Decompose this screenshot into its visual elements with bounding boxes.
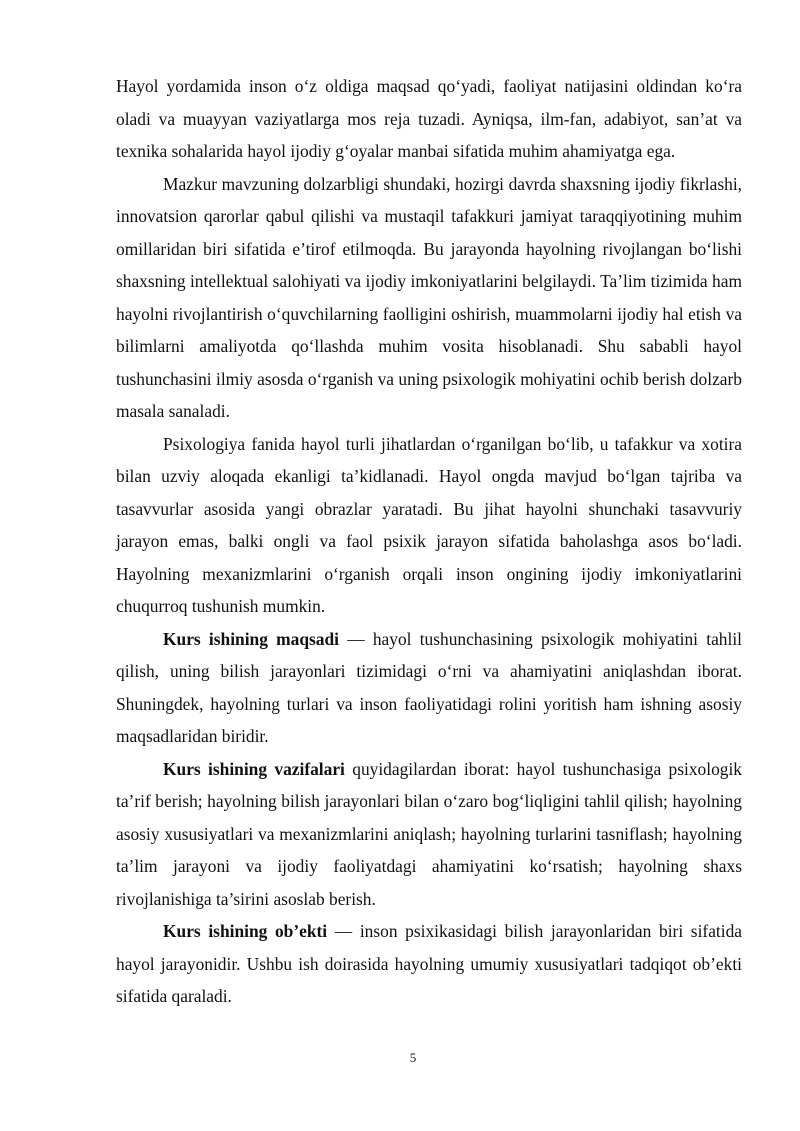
document-page	[116, 70, 742, 1013]
paragraph-psychology	[116, 428, 742, 623]
paragraph-text: Psixologiya fanida hayol turli jihatlardan o‘rganilgan bo‘lib, u tafakkur va xotira bilan uzviy aloqada ekanligi ta’kidlanadi. Hayol ongda mavjud bo‘lgan tajriba va tasavvurlar asosida yangi obrazlar yaratadi. Bu jihat hayolni shunchaki tasavvuriy jarayon emas, balki ongli va faol psixik jarayon sifatida baholashga asos bo‘ladi. Hayolning mexanizmlarini o‘rganish orqali inson ongining ijodiy imkoniyatlarini chuqurroq tushunish mumkin.	[116, 433, 742, 616]
object-heading: Kurs ishining ob’ekti	[163, 921, 328, 941]
paragraph-text: — inson psixikasidagi bilish jarayonlaridan biri sifatida hayol jarayonidir. Ushbu ish doirasida hayolning umumiy xususiyatlari tadqiqot ob’ekti sifatida qaraladi.	[116, 921, 742, 1006]
paragraph-text: Hayol yordamida inson o‘z oldiga maqsad qo‘yadi, faoliyat natijasini oldindan ko‘ra oladi va muayyan vaziyatlarga mos reja tuzadi. Ayniqsa, ilm-fan, adabiyot, san’at va texnika sohalarida hayol ijodiy g‘oyalar manbai sifatida muhim ahamiyatga ega.	[116, 76, 742, 161]
goal-heading: Kurs ishining maqsadi	[163, 628, 339, 649]
paragraph-goal	[116, 623, 742, 753]
paragraph-tasks	[116, 753, 742, 916]
paragraph-text: — hayol tushunchasining psixologik mohiyatini tahlil qilish, uning bilish jarayonlari tizimidagi o‘rni va ahamiyatini aniqlashdan iborat. Shuningdek, hayolning turlari va inson faoliyatidagi rolini yoritish ham ishning asosiy maqsadlaridan biridir.	[116, 628, 742, 746]
paragraph-text: Mazkur mavzuning dolzarbligi shundaki, hozirgi davrda shaxsning ijodiy fikrlashi, innovatsion qarorlar qabul qilishi va mustaqil tafakkuri jamiyat taraqqiyotining muhim omillaridan biri sifatida e’tirof etilmoqda. Bu jarayonda hayolning rivojlangan bo‘lishi shaxsning intellektual salohiyati va ijodiy imkoniyatlarini belgilaydi. Ta’lim tizimida ham hayolni rivojlantirish o‘quvchilarning faolligini oshirish, muammolarni ijodiy hal etish va bilimlarni amaliyotda qo‘llashda muhim vosita hisoblanadi. Shu sababli hayol tushunchasini ilmiy asosda o‘rganish va uning psixologik mohiyatini ochib berish dolzarb masala sanaladi.	[116, 173, 742, 421]
tasks-heading: Kurs ishining vazifalari	[163, 758, 345, 779]
paragraph-relevance	[116, 168, 742, 428]
paragraph-intro-continuation	[116, 70, 742, 168]
paragraph-text: quyidagilardan iborat: hayol tushunchasiga psixologik ta’rif berish; hayolning bilish jarayonlari bilan o‘zaro bog‘liqligini tahlil qilish; hayolning asosiy xususiyatlari va mexanizmlarini aniqlash; hayolning turlarini tasniflash; hayolning ta’lim jarayoni va ijodiy faoliyatdagi ahamiyatini ko‘rsatish; hayolning shaxs rivojlanishiga ta’sirini asoslab berish.	[116, 758, 742, 909]
paragraph-object	[116, 915, 742, 1013]
page-number: 5	[409, 1050, 417, 1065]
